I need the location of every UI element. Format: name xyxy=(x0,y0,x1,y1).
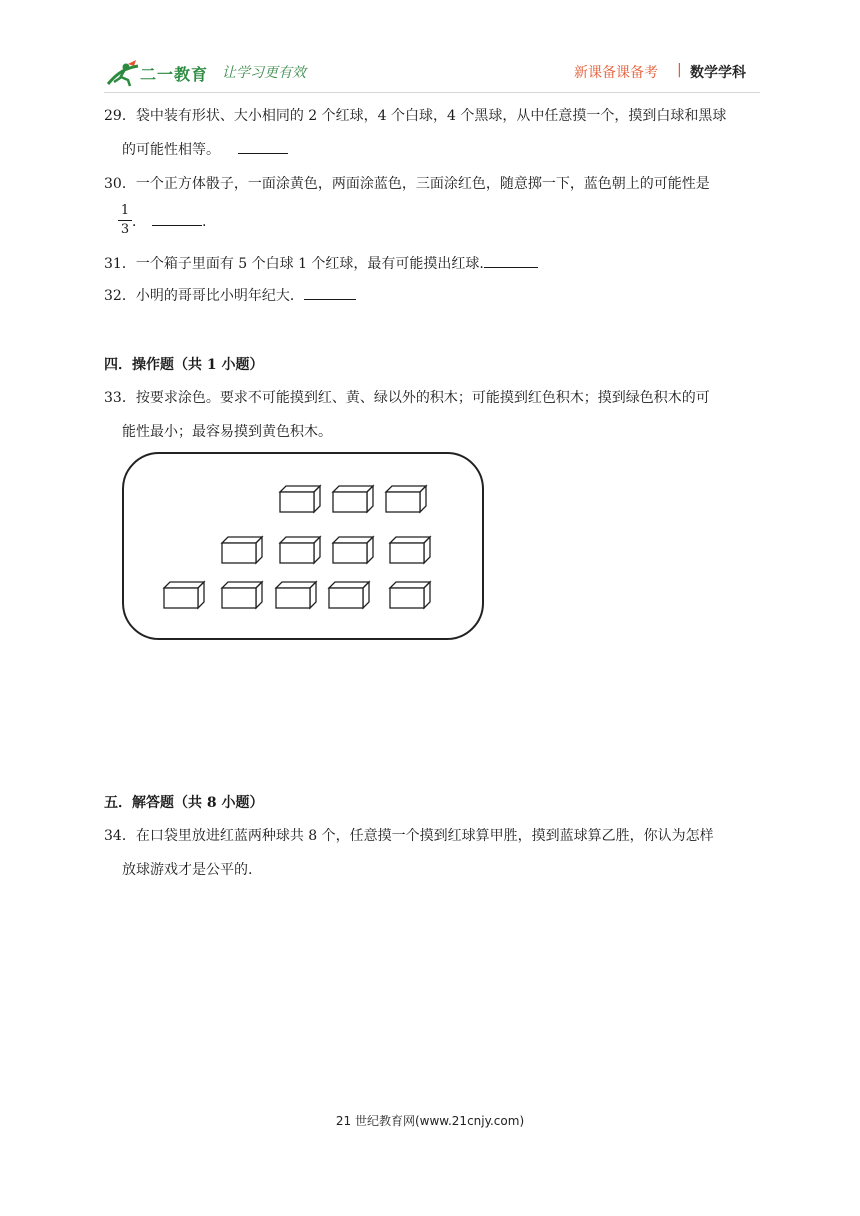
blocks-figure xyxy=(120,450,486,642)
q30-numerator: 1 xyxy=(120,203,130,218)
q29-line1: 29．袋中装有形状、大小相同的 2 个红球，4 个白球，4 个黑球，从中任意摸一个，摸到白球和黑球 xyxy=(104,108,727,124)
block[interactable] xyxy=(333,537,373,563)
block[interactable] xyxy=(329,582,369,608)
q33-line2: 能性最小；最容易摸到黄色积木。 xyxy=(122,424,332,440)
header-rule xyxy=(104,92,760,93)
q30-line1: 30．一个正方体骰子，一面涂黄色，两面涂蓝色，三面涂红色，随意掷一下，蓝色朝上的可能性是 xyxy=(104,176,710,192)
brand-name: 二一教育 xyxy=(140,65,209,84)
block[interactable] xyxy=(390,537,430,563)
header-subject: 数学学科 xyxy=(690,65,746,81)
q32-text: 32．小明的哥哥比小明年纪大． xyxy=(104,288,304,304)
q30-fraction xyxy=(118,203,132,238)
q30-answer-blank[interactable] xyxy=(152,213,202,226)
block[interactable] xyxy=(280,537,320,563)
q31-answer-blank[interactable] xyxy=(484,255,538,268)
q29-line2 xyxy=(122,140,288,160)
block[interactable] xyxy=(386,486,426,512)
header-separator: | xyxy=(677,62,682,78)
section-five-title: 五．解答题（共 8 小题） xyxy=(104,795,264,811)
q29-answer-blank[interactable] xyxy=(238,141,288,154)
q31-text: 31．一个箱子里面有 5 个白球 1 个红球，最有可能摸出红球. xyxy=(104,256,484,272)
q32-answer-blank[interactable] xyxy=(304,287,356,300)
page-footer: 21 世纪教育网(www.21cnjy.com) xyxy=(335,1114,525,1128)
q33-line1: 33．按要求涂色。要求不可能摸到红、黄、绿以外的积木；可能摸到红色积木；摸到绿色积木的可 xyxy=(104,390,710,406)
block[interactable] xyxy=(333,486,373,512)
q32-line xyxy=(104,286,356,306)
q31-line xyxy=(104,254,538,274)
q29-text: 的可能性相等。 xyxy=(122,142,220,158)
q30-line2 xyxy=(132,212,206,232)
q34-line2: 放球游戏才是公平的. xyxy=(122,862,253,878)
q30-suffix: ． xyxy=(132,214,146,230)
q30-end: . xyxy=(202,214,207,230)
block[interactable] xyxy=(276,582,316,608)
q30-denominator: 3 xyxy=(120,222,130,237)
q34-line1: 34．在口袋里放进红蓝两种球共 8 个，任意摸一个摸到红球算甲胜，摸到蓝球算乙胜，你认为怎样 xyxy=(104,828,714,844)
block[interactable] xyxy=(280,486,320,512)
slogan: 让学习更有效 xyxy=(222,65,306,81)
section-four-title: 四．操作题（共 1 小题） xyxy=(104,357,264,373)
block[interactable] xyxy=(390,582,430,608)
header-right-title: 新课备课备考 xyxy=(574,65,658,81)
block[interactable] xyxy=(222,582,262,608)
block[interactable] xyxy=(222,537,262,563)
block[interactable] xyxy=(164,582,204,608)
